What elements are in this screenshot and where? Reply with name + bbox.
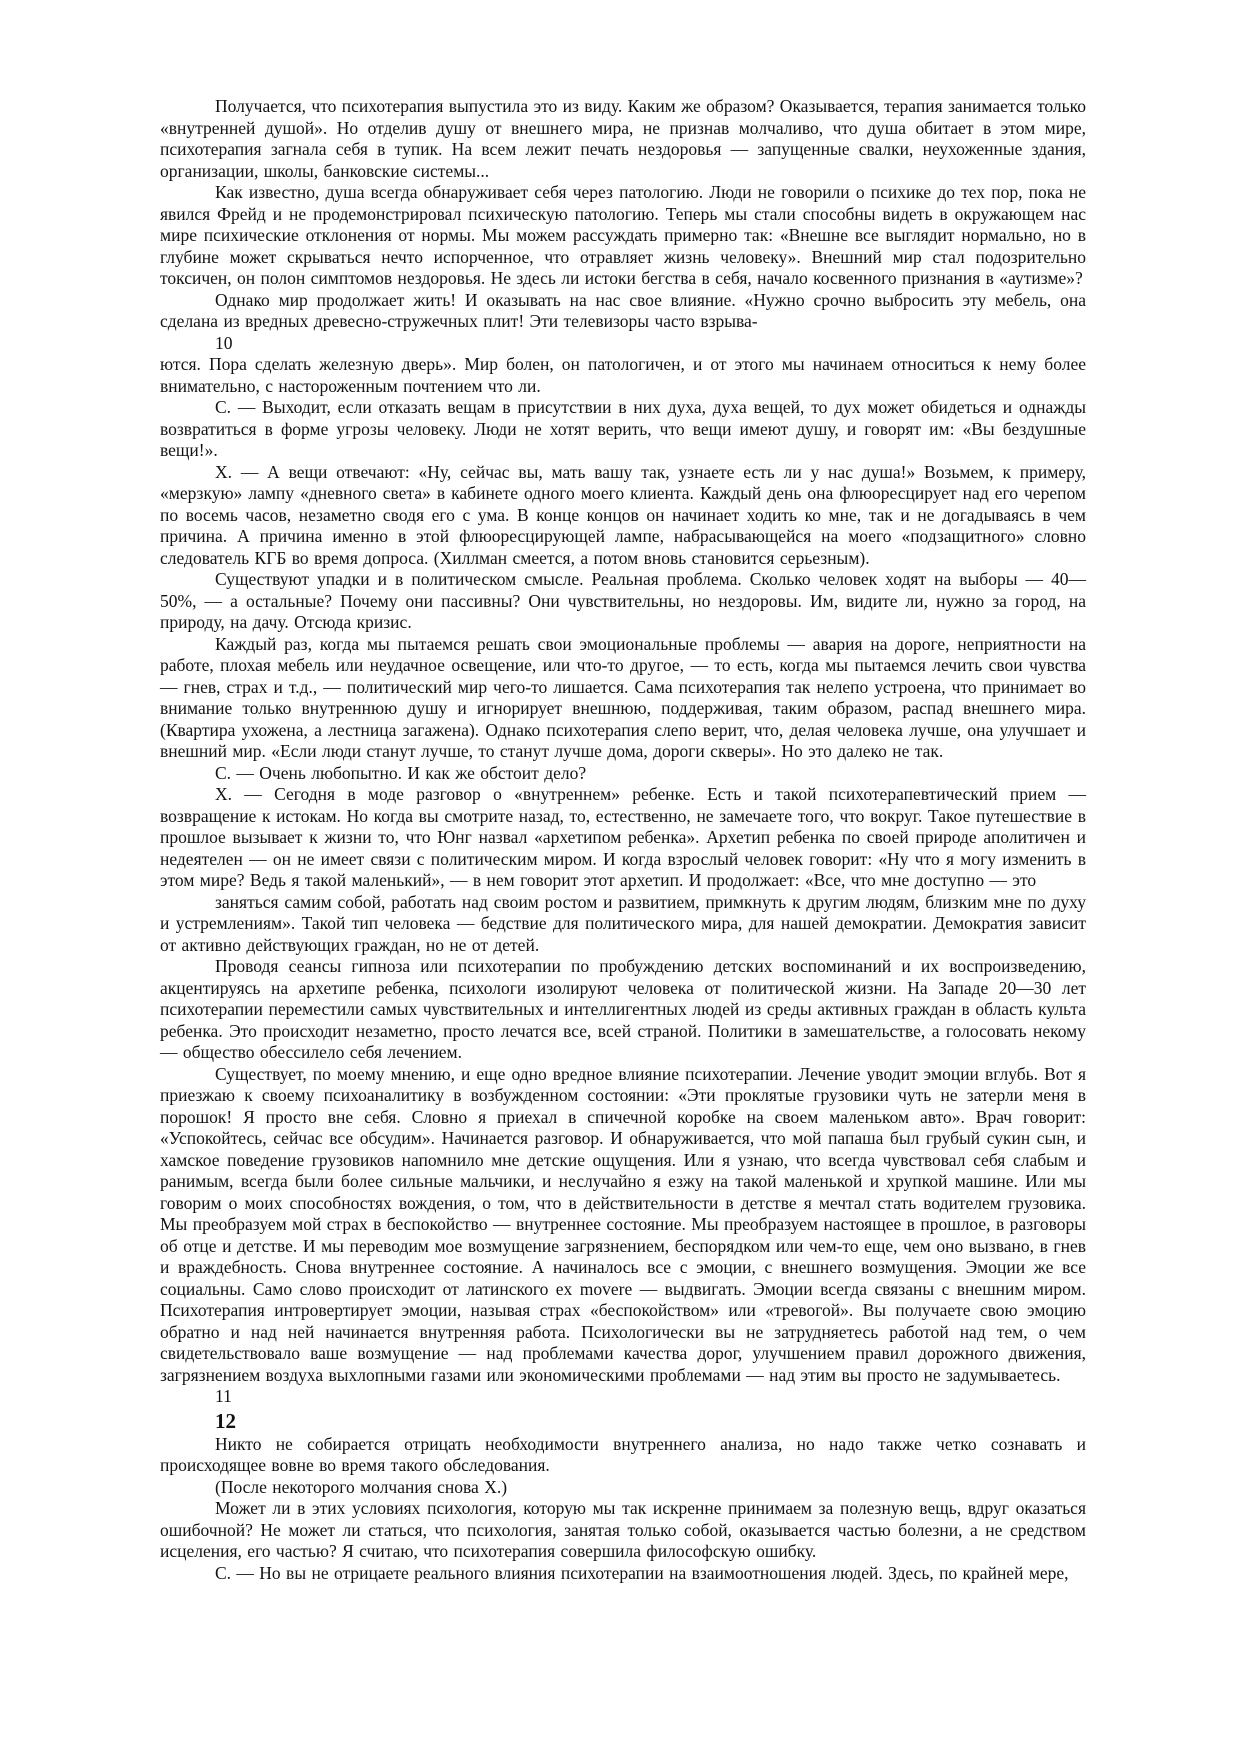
paragraph: Каждый раз, когда мы пытаемся решать свои эмоциональные проблемы — авария на дороге, неприятности на работе, плохая мебель или неудачное освещение, или что-то другое, — то есть, когда мы пытаемся лечить свои чувства — гнев, страх и т.д., — политический мир чего-то лишается. Сама психотерапия так нелепо устроена, что принимает во внимание только внутреннюю душу и игнорирует внешнюю, поддерживая, таким образом, распад внешнего мира. (Квартира ухожена, а лестница загажена). Однако психотерапия слепо верит, что, делая человека лучше, она улучшает и внешний мир. «Если люди станут лучше, то станут лучше дома, дороги скверы». Но это далеко не так. [160,633,1086,761]
paragraph: Может ли в этих условиях психология, которую мы так искренне принимаем за полезную вещь, вдруг оказаться ошибочной? Не может ли статься, что психология, занятая только собой, оказывается частью болезни, а не средством исцеления, его частью? Я считаю, что психотерапия совершила философскую ошибку. [160,1498,1086,1561]
paragraph: Получается, что психотерапия выпустила это из виду. Каким же образом? Оказывается, терапия занимается только «внутренней душой». Но отделив душу от внешнего мира, не признав молчаливо, что душа обитает в этом мире, психотерапия загнала себя в тупик. На всем лежит печать нездоровья — запущенные свалки, неухоженные здания, организации, школы, банковские системы... [160,96,1086,181]
text-block [160,96,1086,1584]
page-number-12: 12 [215,1408,236,1433]
page-number-10: 10 [215,332,233,353]
paragraph: Однако мир продолжает жить! И оказывать на нас свое влияние. «Нужно срочно выбросить эту мебель, она сделана из вредных древесно-стружечных плит! Эти телевизоры часто взрыва- [160,289,1086,331]
paragraph-continuation: ются. Пора сделать железную дверь». Мир болен, он патологичен, и от этого мы начинаем относиться к нему более внимательно, с настороженным почтением что ли. [160,354,1086,396]
paragraph: Х. — Сегодня в моде разговор о «внутреннем» ребенке. Есть и такой психотерапевтический прием — возвращение к истокам. Но когда вы смотрите назад, то, естественно, не замечаете того, что вокруг. Такое путешествие в прошлое вызывает к жизни то, что Юнг назвал «архетипом ребенка». Архетип ребенка по своей природе аполитичен и недеятелен — он не имеет связи с политическим миром. И когда взрослый человек говорит: «Ну что я могу изменить в этом мире? Ведь я такой маленький», — в нем говорит этот архетип. И продолжает: «Все, что мне доступно — это [160,784,1086,890]
paragraph: Х. — А вещи отвечают: «Ну, сейчас вы, мать вашу так, узнаете есть ли у нас душа!» Возьмем, к примеру, «мерзкую» лампу «дневного света» в кабинете одного моего клиента. Каждый день она флюоресцирует над его черепом по восемь часов, незаметно сводя его с ума. В конце концов он начинает ходить ко мне, так и не догадываясь в чем причина. А причина именно в этой флюоресцирующей лампе, набрасывающейся на моего «подзащитного» словно следователь КГБ во время допроса. (Хиллман смеется, а потом вновь становится серьезным). [160,461,1086,568]
paragraph: С. — Но вы не отрицаете реального влияния психотерапии на взаимоотношения людей. Здесь, по крайней мере, [215,1562,1069,1583]
paragraph: Существуют упадки и в политическом смысле. Реальная проблема. Сколько человек ходят на выборы — 40— 50%, — а остальные? Почему они пассивны? Они чувствительны, но нездоровы. Им, видите ли, нужно за город, на природу, на дачу. Отсюда кризис. [160,569,1086,632]
paragraph: Никто не собирается отрицать необходимости внутреннего анализа, но надо также четко сознавать и происходящее вовне во время такого обследования. [160,1433,1086,1475]
paragraph: Проводя сеансы гипноза или психотерапии по пробуждению детских воспоминаний и их воспроизведению, акцентируясь на архетипе ребенка, психологи изолируют человека от политической жизни. На Западе 20—30 лет психотерапии переместили самых чувствительных и интеллигентных людей из среды активных граждан в область культа ребенка. Это происходит незаметно, просто лечатся все, всей страной. Политики в замешательстве, а голосовать некому — общество обессилело себя лечением. [160,956,1086,1062]
paragraph: С. — Выходит, если отказать вещам в присутствии в них духа, духа вещей, то дух может обидеться и однажды возвратиться в форме угрозы человеку. Люди не хотят верить, что вещи имеют душу, и говорят им: «Вы бездушные вещи!». [160,397,1086,460]
paragraph: Как известно, душа всегда обнаруживает себя через патологию. Люди не говорили о психике до тех пор, пока не явился Фрейд и не продемонстрировал психическую патологию. Теперь мы стали способны видеть в окружающем нас мире психические отклонения от нормы. Мы можем рассуждать примерно так: «Внешне все выглядит нормально, но в глубине может скрываться нечто испорченное, что отравляет жизнь человеку». Внешний мир стал подозрительно токсичен, он полон симптомов нездоровья. Не здесь ли истоки бегства в себя, начало косвенного признания в «аутизме»? [160,182,1086,288]
paragraph: (После некоторого молчания снова Х.) [215,1476,508,1497]
paragraph: С. — Очень любопытно. И как же обстоит дело? [215,762,587,783]
page-number-11: 11 [215,1386,232,1406]
paragraph: Существует, по моему мнению, и еще одно вредное влияние психотерапии. Лечение уводит эмоции вглубь. Вот я приезжаю к своему психоаналитику в возбужденном состоянии: «Эти проклятые грузовики чуть не затерли меня в порошок! Я просто вне себя. Словно я приехал в спичечной коробке на своем маленьком авто». Врач говорит: «Успокойтесь, сейчас все обсудим». Начинается разговор. И обнаруживается, что мой папаша был грубый сукин сын, и хамское поведение грузовиков напомнило мне детские ощущения. Или я узнаю, что всегда чувствовал себя слабым и ранимым, всегда были более сильные мальчики, и неслучайно я езжу на такой маленькой и хрупкой машине. Или мы говорим о моих способностях вождения, о том, что в действительности в детстве я мечтал стать водителем грузовика. Мы преобразуем мой страх в беспокойство — внутреннее состояние. Мы преобразуем настоящее в прошлое, в разговоры об отце и детстве. И мы переводим мое возмущение загрязнением, беспорядком или чем-то еще, чем оно вызвано, в гнев и враждебность. Снова внутреннее состояние. А начиналось все с эмоции, с внешнего возмущения. Эмоции же все социальны. Само слово происходит от латинского ex movere — выдвигать. Эмоции всегда связаны с внешним миром. Психотерапия интровертирует эмоции, называя страх «беспокойством» или «тревогой». Вы получаете свою эмоцию обратно и над ней начинается внутренняя работа. Психологически вы не затрудняетесь работой над тем, о чем свидетельствовало ваше возмущение — над проблемами качества дорог, улучшением правил дорожного движения, загрязнением воздуха выхлопными газами или экономическими проблемами — над этим вы просто не задумываетесь. [160,1063,1086,1385]
paragraph: заняться самим собой, работать над своим ростом и развитием, примкнуть к другим людям, близким мне по духу и устремлениям». Такой тип человека — бедствие для политического мира, для нашей демократии. Демократия зависит от активно действующих граждан, но не от детей. [160,891,1086,955]
